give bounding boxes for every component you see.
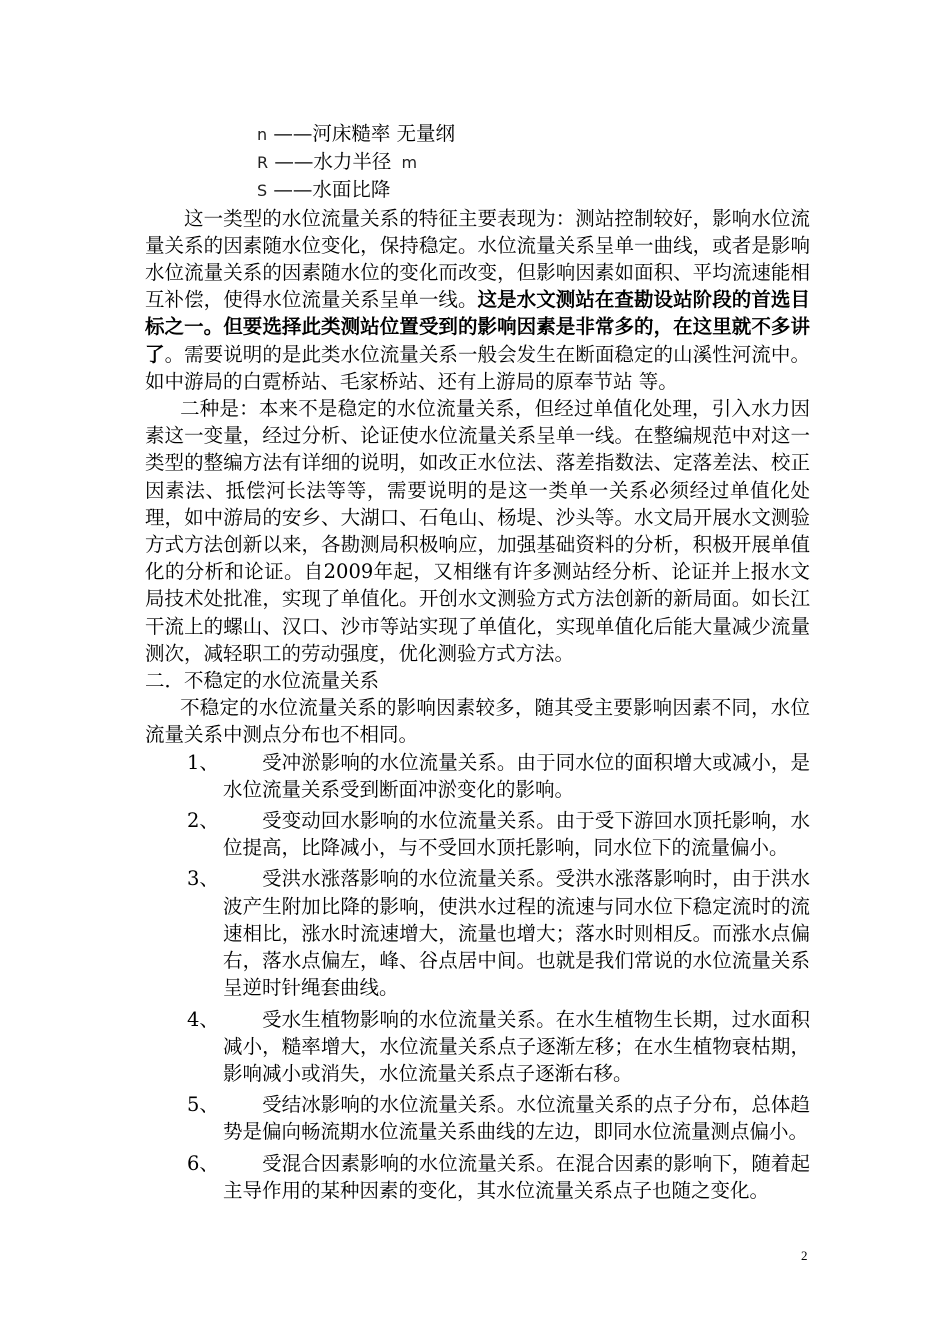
definition-s (257, 176, 810, 204)
list-number: 5、 (187, 1093, 219, 1117)
paragraph-text: 这一类型的水位流量关系的特征主要表现为：测站控制较好，影响水位流量关系的因素随水位变化，保持稳定。水位流量关系呈单一曲线，或者是影响水位流量关系的因素随水位的变化而改变，但影响因素如面积、平均流速能相互补偿，使得水位流量关系呈单一线。 (145, 206, 810, 312)
list-number: 1、 (187, 750, 219, 774)
definition-n (257, 120, 810, 148)
page-content (145, 120, 810, 1208)
section-heading: 二．不稳定的水位流量关系 (145, 669, 380, 693)
list-item (145, 865, 810, 1001)
paragraph-unstable-intro: 不稳定的水位流量关系的影响因素较多，随其受主要影响因素不同，水位流量关系中测点分布也不相同。 (145, 696, 810, 747)
list-item (145, 1091, 810, 1145)
list-number: 4、 (187, 1007, 219, 1031)
list-item (145, 1006, 810, 1088)
paragraph-single-value: 二种是：本来不是稳定的水位流量关系，但经过单值化处理，引入水力因素这一变量，经过分析、论证使水位流量关系呈单一线。在整编规范中对这一类型的整编方法有详细的说明，如改正水位法、落差指数法、定落差法、校正因素法、抵偿河长法等等，需要说明的是这一类单一关系必须经过单值化处理，如中游局的安乡、大湖口、石龟山、杨堤、沙头等。水文局开展水文测验方式方法创新以来，各勘测局积极响应，加强基础资料的分析，积极开展单值化的分析和论证。自2009年起，又相继有许多测站经分析、论证并上报水文局技术处批准，实现了单值化。开创水文测验方式方法创新的新局面。如长江干流上的螺山、汉口、沙市等站实现了单值化，实现单值化后能大量减少流量测次，减轻职工的劳动强度，优化测验方式方法。 (145, 397, 810, 665)
list-number: 3、 (187, 867, 219, 891)
symbol: n (257, 125, 268, 144)
symbol: R (257, 153, 269, 173)
numbered-list (145, 749, 810, 1204)
symbol-definitions (145, 120, 810, 205)
list-text: 受冲淤影响的水位流量关系。由于同水位的面积增大或减小，是水位流量关系受到断面冲淤变化的影响。 (223, 750, 810, 801)
symbol: S (257, 181, 268, 201)
bold-emphasis: 这是水文测站在查勘设站阶段的首选目标之一。但要选择此类测站位置受到的影响因素是非常多的，在这里就不多讲了 (145, 288, 810, 366)
definition-text: ——河床糙率 无量纲 (273, 122, 456, 145)
list-number: 6、 (187, 1151, 219, 1175)
list-item (145, 807, 810, 861)
definition-text: ——水面比降 (273, 178, 391, 202)
definition-r (257, 148, 810, 176)
list-item (145, 1150, 810, 1204)
paragraph-text: 。需要说明的是此类水位流量关系一般会发生在断面稳定的山溪性河流中。如中游局的白霓桥站、毛家桥站、还有上游局的原奉节站 等。 (145, 342, 810, 393)
paragraph-stable-relation (145, 205, 810, 395)
list-item (145, 749, 810, 803)
list-text: 受变动回水影响的水位流量关系。由于受下游回水顶托影响，水位提高，比降减小，与不受回水顶托影响，同水位下的流量偏小。 (223, 809, 810, 860)
list-text: 受结冰影响的水位流量关系。水位流量关系的点子分布，总体趋势是偏向畅流期水位流量关系曲线的左边，即同水位流量测点偏小。 (223, 1093, 810, 1144)
list-text: 受混合因素影响的水位流量关系。在混合因素的影响下，随着起主导作用的某种因素的变化，其水位流量关系点子也随之变化。 (223, 1151, 810, 1202)
list-text: 受洪水涨落影响的水位流量关系。受洪水涨落影响时，由于洪水波产生附加比降的影响，使洪水过程的流速与同水位下稳定流时的流速相比，涨水时流速增大，流量也增大；落水时则相反。而涨水点偏右，落水点偏左，峰、谷点居中间。也就是我们常说的水位流量关系呈逆时针绳套曲线。 (223, 867, 810, 1000)
page-number: 2 (801, 1248, 808, 1263)
definition-text: ——水力半径 (274, 150, 392, 174)
list-text: 受水生植物影响的水位流量关系。在水生植物生长期，过水面积减小，糙率增大，水位流量关系点子逐渐左移；在水生植物衰枯期，影响减小或消失，水位流量关系点子逐渐右移。 (223, 1007, 810, 1085)
unit: m (401, 153, 418, 173)
list-number: 2、 (187, 809, 219, 833)
